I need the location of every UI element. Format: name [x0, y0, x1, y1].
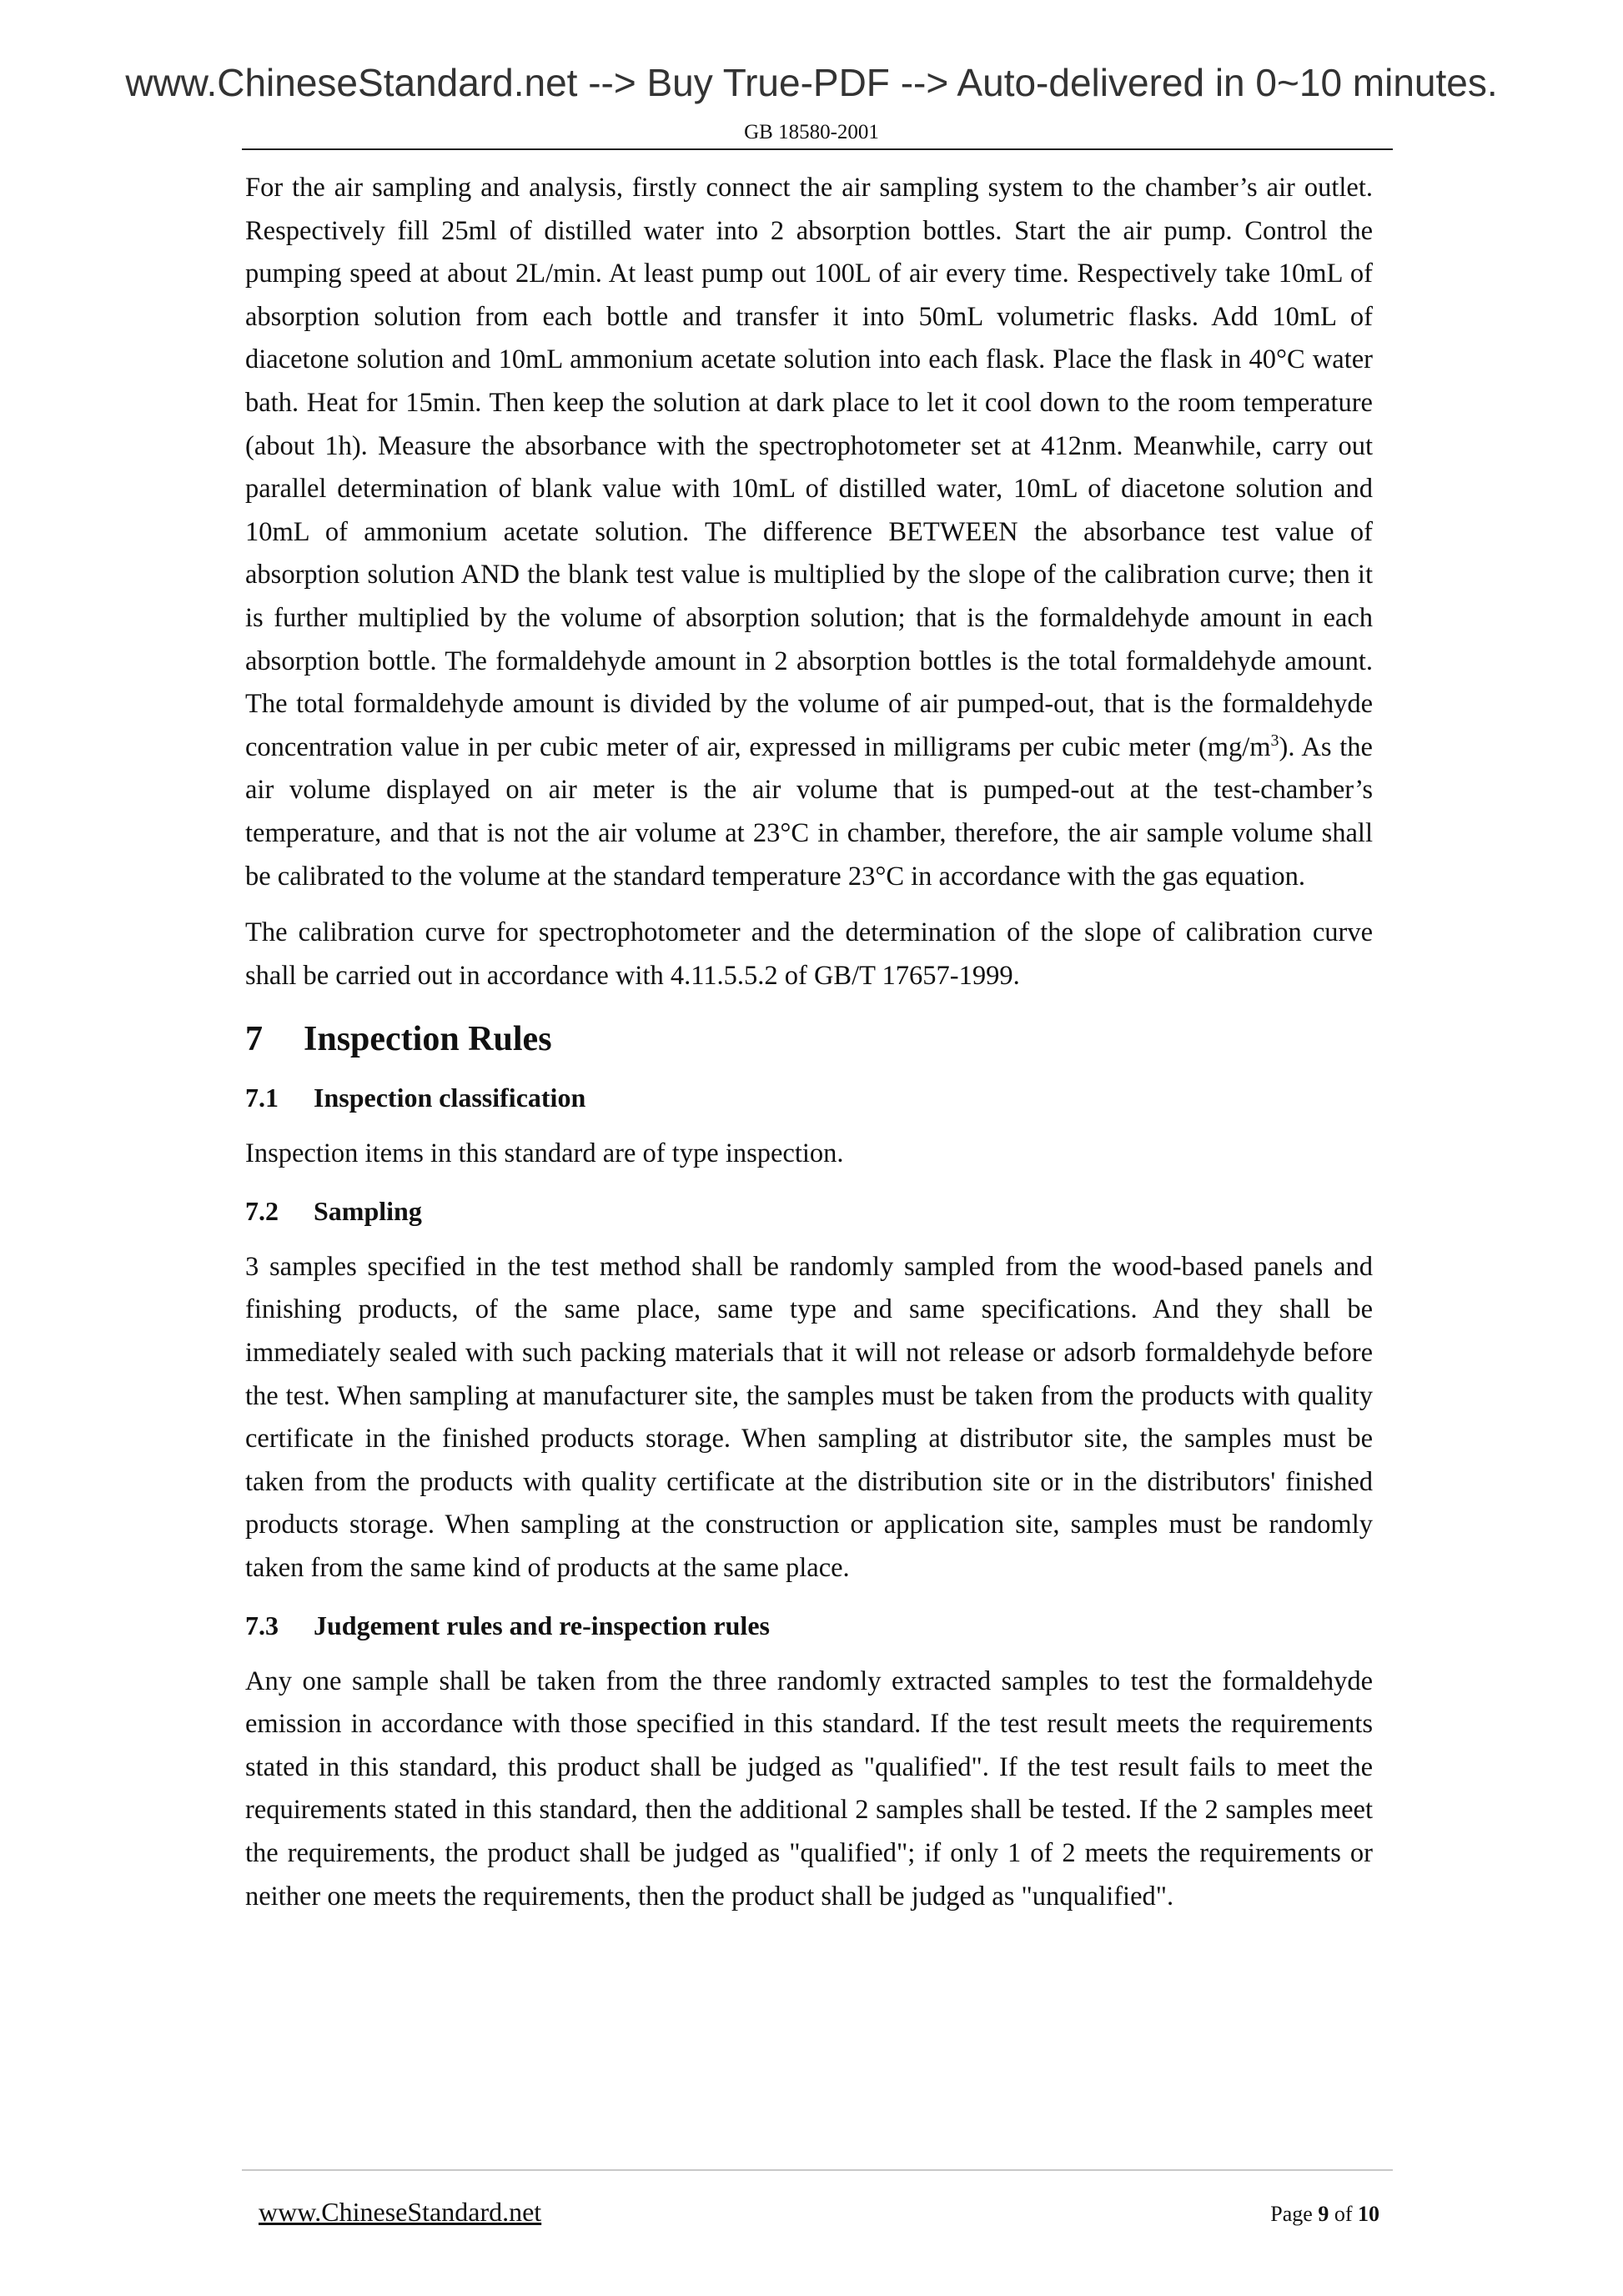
page-current: 9: [1318, 2202, 1329, 2226]
section-7-3-heading: [245, 1604, 1373, 1647]
header-divider: [242, 148, 1393, 150]
page-total: 10: [1358, 2202, 1379, 2226]
section-7-1-text: Inspection items in this standard are of type inspection.: [245, 1138, 844, 1169]
paragraph-air-sampling-part1: For the air sampling and analysis, firstly connect the air sampling system to the chamber’s air outlet. Respectively fill 25ml of distilled water into 2 absorption bottles. Start the air pump. Control the pumping speed at about 2L/min. At least pump out 100L of air every time. Respectively take 10mL of absorption solution from each bottle and transfer it into 50mL volumetric flasks. Add 10mL of diacetone solution and 10mL ammonium acetate solution into each flask. Place the flask in 40°C water bath. Heat for 15min. Then keep the solution at dark place to let it cool down to the room temperature (about 1h). Measure the absorbance with the spectrophotometer set at 412nm. Meanwhile, carry out parallel determination of blank value with 10mL of distilled water, 10mL of diacetone solution and 10mL of ammonium acetate solution. The difference BETWEEN the absorbance test value of absorption solution AND the blank test value is multiplied by the slope of the calibration curve; then it is further multiplied by the volume of absorption solution; that is the formaldehyde amount in each absorption bottle. The formaldehyde amount in 2 absorption bottles is the total formaldehyde amount. The total formaldehyde amount is divided by the volume of air pumped-out, that is the formaldehyde concentration value in per cubic meter of air, expressed in milligrams per cubic meter (mg/m: [245, 173, 1373, 762]
section-7-2-text: 3 samples specified in the test method shall be randomly sampled from the wood-based panels and finishing products, of the same place, same type and same specifications. And they shall be immediately sealed with such packing materials that it will not release or adsorb formaldehyde before the test. When sampling at manufacturer site, the samples must be taken from the products with quality certificate in the finished products storage. When sampling at distributor site, the samples must be taken from the products with quality certificate at the distribution site or in the distributors' finished products storage. When sampling at the construction or application site, samples must be randomly taken from the same kind of products at the same place.: [245, 1251, 1373, 1584]
section-7-3-title: Judgement rules and re-inspection rules: [314, 1610, 770, 1640]
section-7-1-title: Inspection classification: [314, 1083, 586, 1113]
section-7-3-text: Any one sample shall be taken from the three randomly extracted samples to test the formaldehyde emission in accordance with those specified in this standard. If the test result meets the requirements stated in this standard, this product shall be judged as "qualified". If the test result fails to meet the requirements stated in this standard, then the additional 2 samples shall be tested. If the 2 samples meet the requirements, the product shall be judged as "qualified"; if only 1 of 2 meets the requirements or neither one meets the requirements, then the product shall be judged as "unqualified".: [245, 1665, 1373, 1912]
page-prefix: Page: [1270, 2202, 1313, 2226]
section-7-title: Inspection Rules: [304, 1020, 552, 1059]
section-7-1-heading: [245, 1076, 1373, 1119]
paragraph-air-sampling: [245, 167, 1373, 898]
section-7-3-number: 7.3: [245, 1610, 279, 1640]
section-7-2-title: Sampling: [314, 1195, 422, 1226]
paragraph-air-sampling-part2: ). As the air volume displayed on air meter is the air volume that is pumped-out at the test-chamber’s temperature, and that is not the air volume at 23°C in chamber, therefore, the air sample volume shall be calibrated to the volume at the standard temperature 23°C in accordance with the gas equation.: [245, 731, 1373, 892]
section-7-heading: [245, 1014, 1373, 1064]
section-7-1-number: 7.1: [245, 1083, 279, 1113]
section-7-2-number: 7.2: [245, 1195, 279, 1226]
section-7-2-heading: [245, 1189, 1373, 1233]
document-body: [245, 167, 1373, 1932]
footer-website-link[interactable]: www.ChineseStandard.net: [259, 2197, 542, 2227]
section-7-number: 7: [245, 1020, 263, 1059]
footer-divider: [242, 2169, 1393, 2171]
page-of: of: [1334, 2202, 1353, 2226]
promo-banner[interactable]: www.ChineseStandard.net --> Buy True-PDF --> Auto-delivered in 0~10 minutes.: [125, 61, 1498, 104]
paragraph-calibration: The calibration curve for spectrophotometer and the determination of the slope of calibration curve shall be carried out in accordance with 4.11.5.5.2 of GB/T 17657-1999.: [245, 917, 1373, 991]
page-number: [1270, 2202, 1379, 2227]
cubic-superscript: 3: [1270, 731, 1279, 750]
standard-code: GB 18580-2001: [744, 121, 879, 143]
